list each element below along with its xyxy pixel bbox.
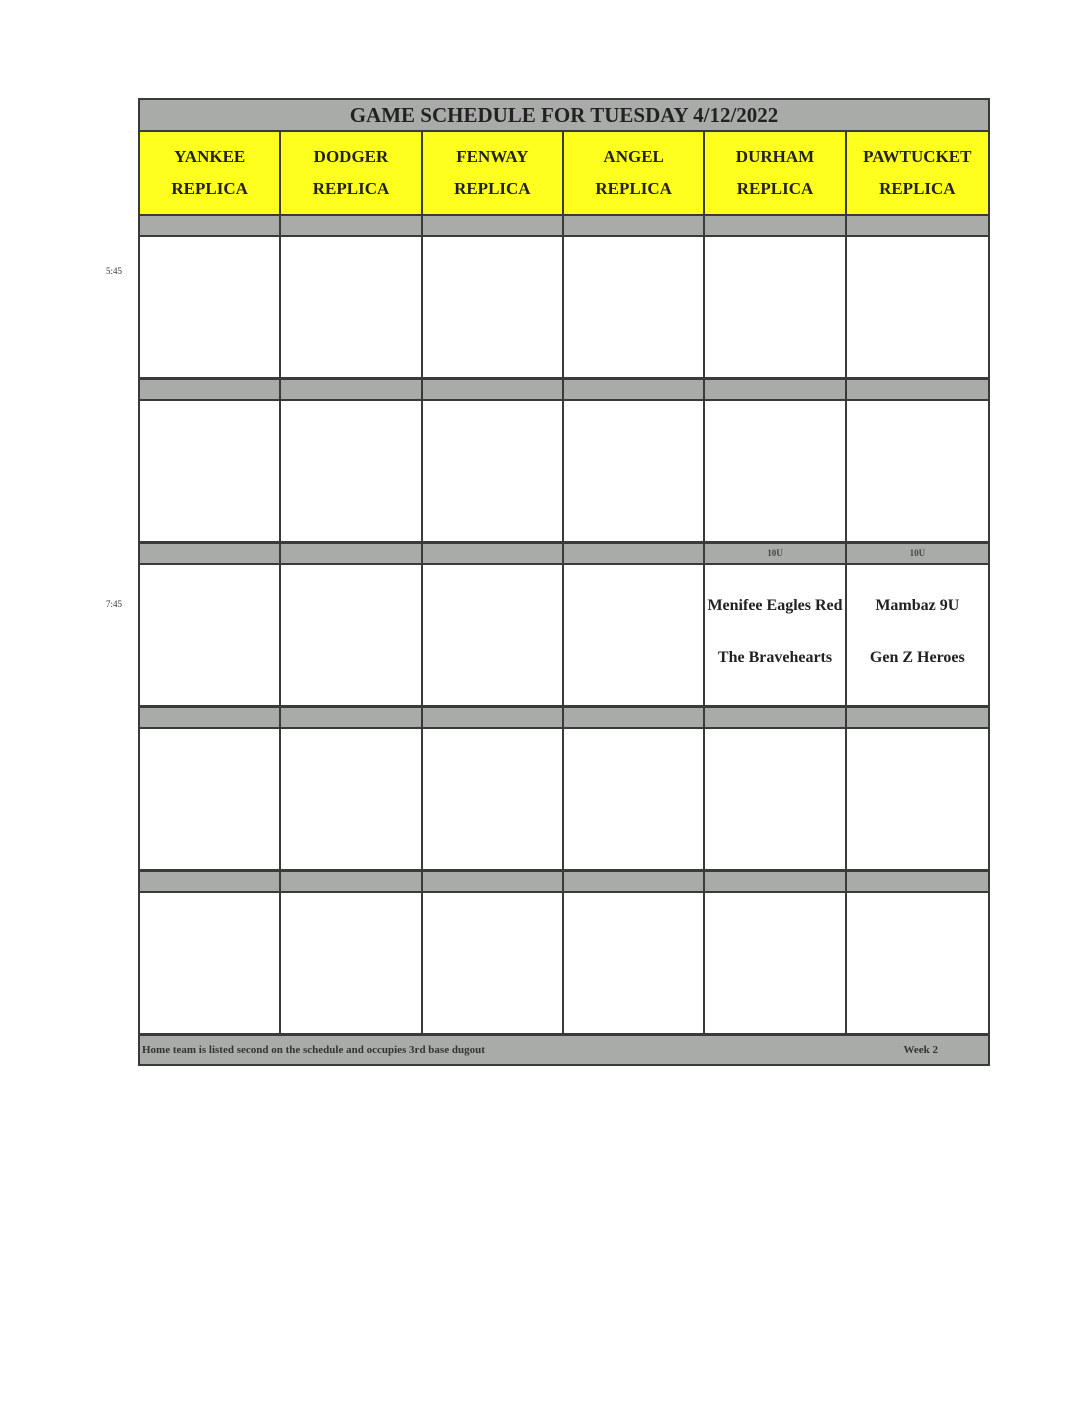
division-label	[564, 380, 705, 401]
game-slot-row	[140, 565, 988, 708]
division-band-row	[140, 544, 988, 565]
home-team: Gen Z Heroes	[869, 649, 965, 666]
field-name: FENWAY	[456, 147, 529, 166]
field-header-yankee	[140, 132, 281, 216]
schedule-footer	[140, 1036, 988, 1064]
game-slot-row	[140, 401, 988, 544]
game-cell	[564, 893, 705, 1036]
division-band-row	[140, 708, 988, 729]
away-team: Mambaz 9U	[875, 596, 960, 614]
footer-note: Home team is listed second on the schedule and occupies 3rd base dugout	[142, 1044, 485, 1056]
division-label	[423, 380, 564, 401]
field-subtitle: REPLICA	[454, 179, 531, 198]
game-cell	[564, 401, 705, 544]
game-cell	[847, 565, 988, 708]
game-cell	[140, 401, 281, 544]
division-label	[847, 872, 988, 893]
game-cell	[423, 401, 564, 544]
game-cell	[564, 237, 705, 380]
game-cell	[140, 565, 281, 708]
game-cell	[140, 893, 281, 1036]
field-name: DODGER	[313, 147, 389, 166]
division-label	[281, 380, 422, 401]
game-cell	[281, 237, 422, 380]
game-cell	[140, 729, 281, 872]
division-label	[281, 544, 422, 565]
home-team: The Bravehearts	[717, 649, 833, 666]
game-cell	[705, 401, 846, 544]
game-cell	[705, 237, 846, 380]
division-label	[140, 380, 281, 401]
game-cell	[564, 729, 705, 872]
division-label: 10U	[705, 544, 846, 565]
division-label	[847, 380, 988, 401]
game-cell	[281, 729, 422, 872]
division-label	[140, 708, 281, 729]
game-cell	[847, 401, 988, 544]
schedule-table	[138, 98, 990, 1066]
division-label	[705, 380, 846, 401]
field-subtitle: REPLICA	[736, 179, 814, 198]
division-label	[140, 872, 281, 893]
game-cell	[140, 237, 281, 380]
division-label	[705, 216, 846, 237]
division-label	[564, 216, 705, 237]
division-label	[423, 544, 564, 565]
division-label	[705, 708, 846, 729]
division-label	[281, 872, 422, 893]
division-label	[564, 708, 705, 729]
field-header-dodger	[281, 132, 422, 216]
field-header-angel	[564, 132, 705, 216]
division-band-row	[140, 872, 988, 893]
game-cell	[281, 401, 422, 544]
division-label	[423, 216, 564, 237]
game-cell	[423, 893, 564, 1036]
division-label: 10U	[847, 544, 988, 565]
game-slot-row	[140, 237, 988, 380]
field-subtitle: REPLICA	[171, 179, 248, 198]
field-name: ANGEL	[603, 147, 664, 166]
division-label	[281, 708, 422, 729]
game-slot-row	[140, 893, 988, 1036]
game-cell	[423, 237, 564, 380]
field-subtitle: REPLICA	[879, 179, 956, 198]
time-label-1: 5:45	[106, 266, 123, 276]
division-label	[281, 216, 422, 237]
game-cell	[847, 729, 988, 872]
game-cell	[847, 237, 988, 380]
away-team: Menifee Eagles Red	[707, 596, 843, 614]
game-cell	[705, 893, 846, 1036]
field-name: PAWTUCKET	[863, 147, 972, 166]
division-label	[705, 872, 846, 893]
field-subtitle: REPLICA	[595, 179, 672, 198]
division-label	[564, 544, 705, 565]
field-subtitle: REPLICA	[312, 179, 390, 198]
field-name: YANKEE	[174, 147, 246, 166]
schedule-title: GAME SCHEDULE FOR TUESDAY 4/12/2022	[140, 100, 988, 132]
game-cell	[705, 729, 846, 872]
game-cell	[847, 893, 988, 1036]
field-header-row	[140, 132, 988, 216]
field-header-durham	[705, 132, 846, 216]
division-band-row	[140, 216, 988, 237]
division-band-row	[140, 380, 988, 401]
division-label	[564, 872, 705, 893]
division-label	[423, 872, 564, 893]
game-cell	[281, 565, 422, 708]
division-label	[423, 708, 564, 729]
game-cell	[281, 893, 422, 1036]
division-label	[847, 708, 988, 729]
division-label	[140, 544, 281, 565]
game-cell	[423, 729, 564, 872]
division-label	[847, 216, 988, 237]
game-cell	[705, 565, 846, 708]
game-cell	[564, 565, 705, 708]
time-label-2: 7:45	[106, 599, 123, 609]
field-header-pawtucket	[847, 132, 988, 216]
week-label: Week 2	[903, 1044, 938, 1056]
game-cell	[423, 565, 564, 708]
field-header-fenway	[423, 132, 564, 216]
field-name: DURHAM	[735, 147, 815, 166]
division-label	[140, 216, 281, 237]
game-slot-row	[140, 729, 988, 872]
